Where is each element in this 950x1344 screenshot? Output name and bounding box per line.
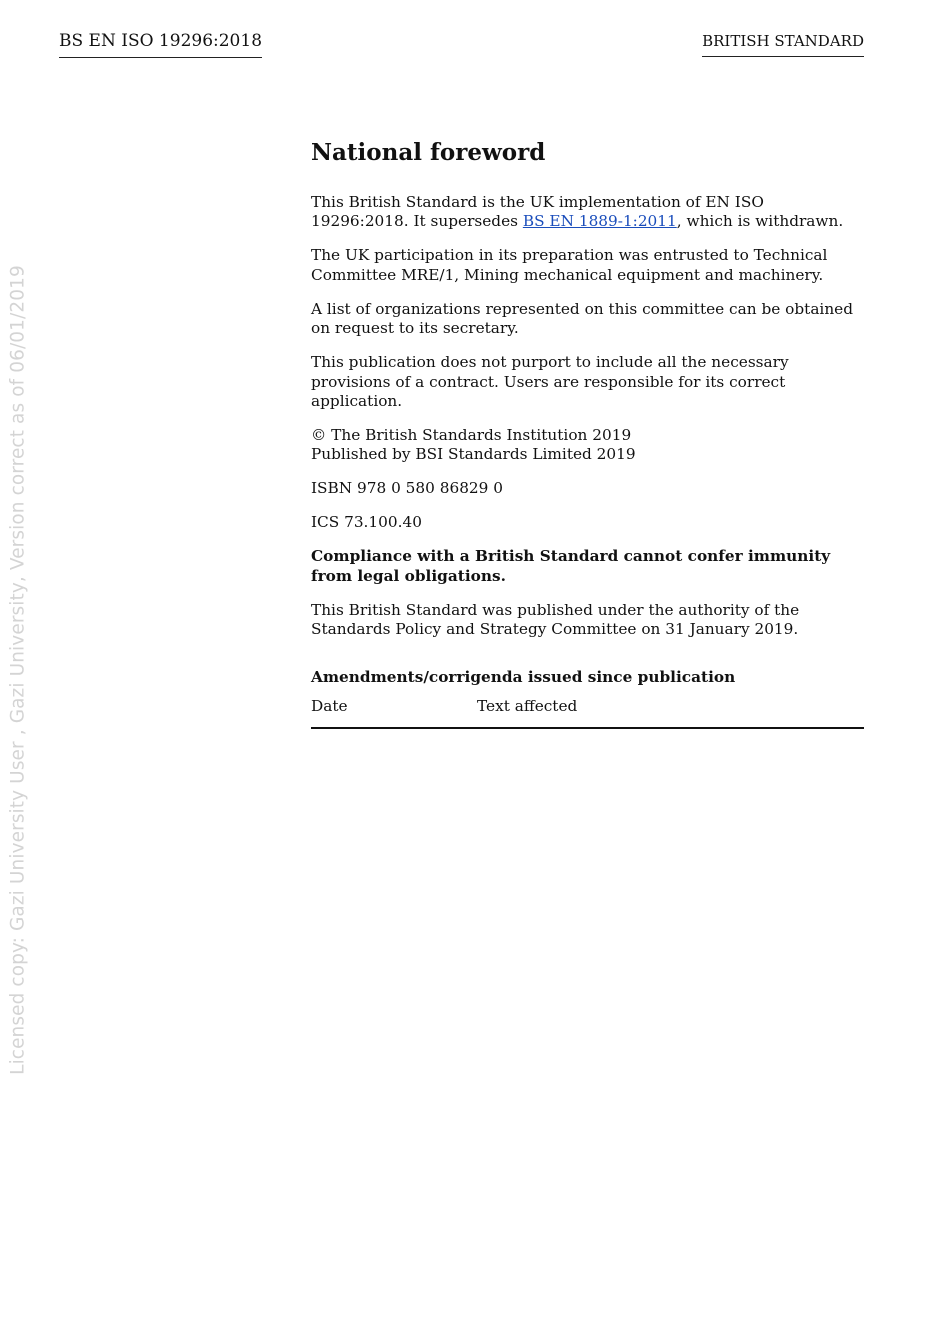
copyright-line: © The British Standards Institution 2019 (311, 426, 632, 445)
authority-paragraph: This British Standard was published under the authority of the Standards Policy and Strategy Committee on 31 January 2019. (311, 600, 800, 639)
amendments-heading: Amendments/corrigenda issued since publication (311, 667, 736, 686)
publisher-line: Published by BSI Standards Limited 2019 (311, 445, 636, 464)
ics-line: ICS 73.100.40 (311, 513, 422, 532)
organizations-paragraph: A list of organizations represented on this committee can be obtained on request to its secretary. (311, 299, 854, 338)
publication-info (311, 426, 864, 465)
implementation-text: This British Standard is the UK implementation of EN ISO 19296:2018. It supersedes (311, 193, 764, 231)
amendments-text-column-header: Text affected (477, 697, 578, 716)
page-title: National foreword (311, 139, 546, 166)
committee-paragraph: The UK participation in its preparation was entrusted to Technical Committee MRE/1, Mining mechanical equipment and machinery. (311, 246, 828, 284)
withdrawn-text: , which is withdrawn. (676, 212, 844, 231)
superseded-standard-link[interactable]: BS EN 1889-1:2011 (522, 212, 677, 231)
amendments-table (311, 697, 864, 729)
amendments-date-column-header: Date (311, 697, 348, 716)
compliance-statement: Compliance with a British Standard cannot confer immunity from legal obligations. (311, 547, 831, 585)
implementation-paragraph (311, 193, 864, 232)
standard-type-header: BRITISH STANDARD (702, 32, 864, 57)
disclaimer-paragraph: This publication does not purport to include all the necessary provisions of a contract. Users are responsible for its correct application. (311, 353, 789, 411)
license-watermark: Licensed copy: Gazi University User , Gazi University, Version correct as of 06/01/2019 (7, 265, 29, 1075)
national-foreword-section (311, 138, 864, 729)
isbn-line: ISBN 978 0 580 86829 0 (311, 479, 503, 498)
document-id-header: BS EN ISO 19296:2018 (59, 31, 262, 58)
